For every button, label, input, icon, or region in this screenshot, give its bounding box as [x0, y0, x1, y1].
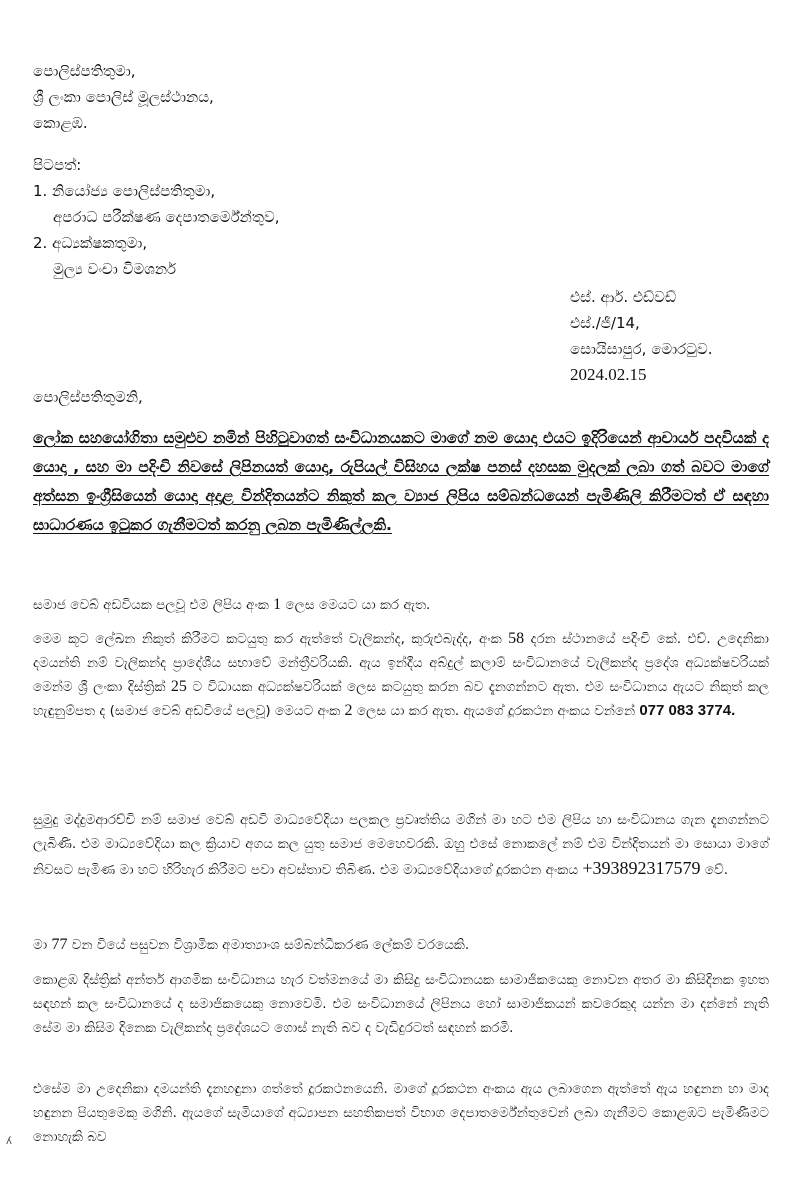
paragraph-6: එසේම මා උදෙනිකා දමයන්ති දැනහඳුනා ගත්තේ දූරකථනයෙනි. මාගේ දූරකථන අංකය ඇය ලබාගෙන ඇත්තේ ඇය හඳුනන හා මාද හඳුනන පියතුමෙකු මගිනි. ඇයගේ සැමියාගේ අධ්‍යාපන සහතිකපත් විභාග දෙපාතර්මේන්තුවෙන් ලබා ගැනීමට කොළඹට පැමිණීමට නොහැකි බව	[33, 1081, 769, 1145]
paragraph-2-text-a: මෙම කූට ලේඛන නිකුත් කිරීමට කටයුතු කර ඇත්තේ වැලිකන්ද, කුරුළුබැද්ද, අංක	[33, 631, 509, 647]
copy-item-2	[33, 230, 280, 256]
paragraph-3	[33, 808, 769, 882]
paragraph-4	[33, 933, 769, 957]
addressee-line-1: පොලිස්පතිතුමා,	[33, 62, 136, 80]
copy-item-1-line2: අපරාධ පරීක්ෂණ දෙපාතර්මේන්තුව,	[53, 208, 280, 226]
paragraph-2-text-b: දරන ස්ථානයේ පදිංචි කේ. එච්. උදෙනිකා දමයන්ති නම් වැලිකන්ද ප්‍රාදේශීය සභාවේ මන්ත්‍රීවරියකි. ඇය ඉන්දීය අබ්දුල් කලාම් සංවිධානයේ වැලිකන්ද ප්‍රදේශ අධ්‍යක්ෂවරියක් මෙන්ම ශ්‍රී ලංකා දිස්ත්‍රික්	[33, 631, 769, 695]
paragraph-2-text-d: ලෙස යා කර ඇත. ඇයගේ දූරකථන අංකය වන්නේ	[352, 703, 640, 719]
copies-block	[33, 152, 280, 282]
addressee-line-2: ශ්‍රී ලංකා පොලිස් මූලස්ථානය,	[33, 88, 214, 106]
sender-block	[570, 284, 713, 388]
paragraph-2-number-2: 25	[170, 678, 187, 695]
paragraph-2-number-1: 58	[508, 630, 525, 647]
addressee-block	[33, 58, 214, 136]
paragraph-1-text-a: සමාජ වෙබ් අඩවියක පලවූ එම ලිපිය අංක	[33, 597, 274, 613]
paragraph-2-phone: 077 083 3774.	[639, 702, 736, 719]
copy-item-2-number: 2.	[33, 234, 48, 252]
letter-date: 2024.02.15	[570, 365, 647, 384]
paragraph-2-number-3: 2	[344, 702, 353, 719]
paragraph-3-phone: +393892317579	[582, 858, 701, 878]
copy-item-1-number: 1.	[33, 182, 48, 200]
paragraph-4-text-a: මා	[33, 937, 52, 953]
copy-item-1-line1: නියෝජ්‍ය පොලිස්පතිතුමා,	[52, 182, 216, 200]
salutation: පොලිස්පතිතුමනි,	[33, 388, 143, 406]
paragraph-2-text-c: ට විධායක අධ්‍යක්ෂවරියක් ලෙස කටයුතු කරන බව දැනගන්නට ඇත. එම සංවිධානය ඇයට නිකුත් කල හැඳුනුම්පත ද (සමාජ වෙබ් අඩවියේ පලවූ) මෙයට අංක	[33, 679, 769, 719]
paragraph-1	[33, 593, 769, 617]
copy-item-1	[33, 178, 280, 204]
copy-item-2-line1: අධ්‍යක්ෂකතුමා,	[52, 234, 148, 252]
paragraph-4-number: 77	[51, 936, 68, 953]
paragraph-2	[33, 627, 769, 723]
copy-item-2-line2: මුල්‍ය වංචා විමශර්න	[53, 260, 177, 278]
paragraph-1-text-b: ලෙස මෙයට යා කර ඇත.	[281, 597, 431, 613]
sender-address-1: එස්./ජී/14,	[570, 314, 640, 332]
paragraph-1-number: 1	[273, 596, 282, 613]
paragraph-4-text-b: වන වියේ පසුවන විශ්‍රාමික අමාත්‍යාංශ සම්බන්ධීකරණ ලේකම් වරයෙකි.	[67, 937, 470, 953]
addressee-line-3: කොළඹ.	[33, 114, 88, 132]
copies-label: පිටපත්:	[33, 156, 82, 174]
subject-heading: ලෝක සහයෝගිතා සමුළුව නමින් පිහිටුවාගත් සංවිධානයකට මාගේ නම යොදා එයට ඉදිරියෙන් ආචාර්ය පදවියක් ද යොදා , සහ මා පදිංචි නිවසේ ලිපිනයත් යොදා, රුපියල් විසිහය ලක්ෂ පනස් දහසක මුදලක් ලබා ගත් බවට මාගේ අත්සන ඉංග්‍රීසියෙන් යොදා අදාළ වින්දිතයන්ට නිකුත් කල ව්‍යාජ ලිපිය සම්බන්ධයෙන් පැමිණිලි කිරීමටත් ඒ සඳහා සාධාරණය ඉටුකර ගැනීමටත් කරනු ලබන පැමිණිල්ලකි.	[33, 429, 769, 534]
sender-address-2: සොයිසාපුර, මොරටුව.	[570, 340, 713, 358]
paragraph-5: කොළඹ දිස්ත්‍රික් අන්තර් ආගමික සංවිධානය හැර වත්මනයේ මා කිසිදු සංවිධානයක සාමාජිකයෙකු නොවන අතර මා කිසිදිනක ඉහත සඳහන් කල සංවිධානයේ ද සමාජිකයෙකු නොවෙමි. එම සංවිධානයේ ලිපිනය හෝ සාමාජිකයන් කවරෙකුද යන්න මා දන්නේ නැති සේම මා කිසිම දිනෙක වැලිකන්ද ප්‍රදේශයට ගොස් නැති බව ද වැඩිදුරටත් සඳහන් කරමි.	[33, 972, 769, 1036]
sender-name: එස්. ආර්. එඩ්වඩ්	[570, 288, 677, 306]
paragraph-3-text-b: වේ.	[700, 862, 729, 878]
paragraph-3-text-a: සුමුදු මද්දුමආරච්චි නම් සමාජ වෙබ් අඩවි මාධ්‍යවේදියා පලකල ප්‍රවෘත්තිය මගින් මා හට එම ලිපිය හා සංවිධානය ගැන දැනගන්නට ලැබිණි. එම මාධ්‍යවේදියා කල ක්‍රියාව අගය කල යුතු සමාජ මෙහෙවරකි. ඔහු එසේ නොකලේ නම් එම වින්දිතයන් මා සොයා මාගේ නිවසට පැමිණ මා හට හිරිහැර කිරීමට පවා අවස්තාව තිබිණ. එම මාධ්‍යවේදියාගේ දූරකථන අංකය	[33, 812, 769, 878]
margin-mark: ʎ	[6, 1136, 12, 1147]
